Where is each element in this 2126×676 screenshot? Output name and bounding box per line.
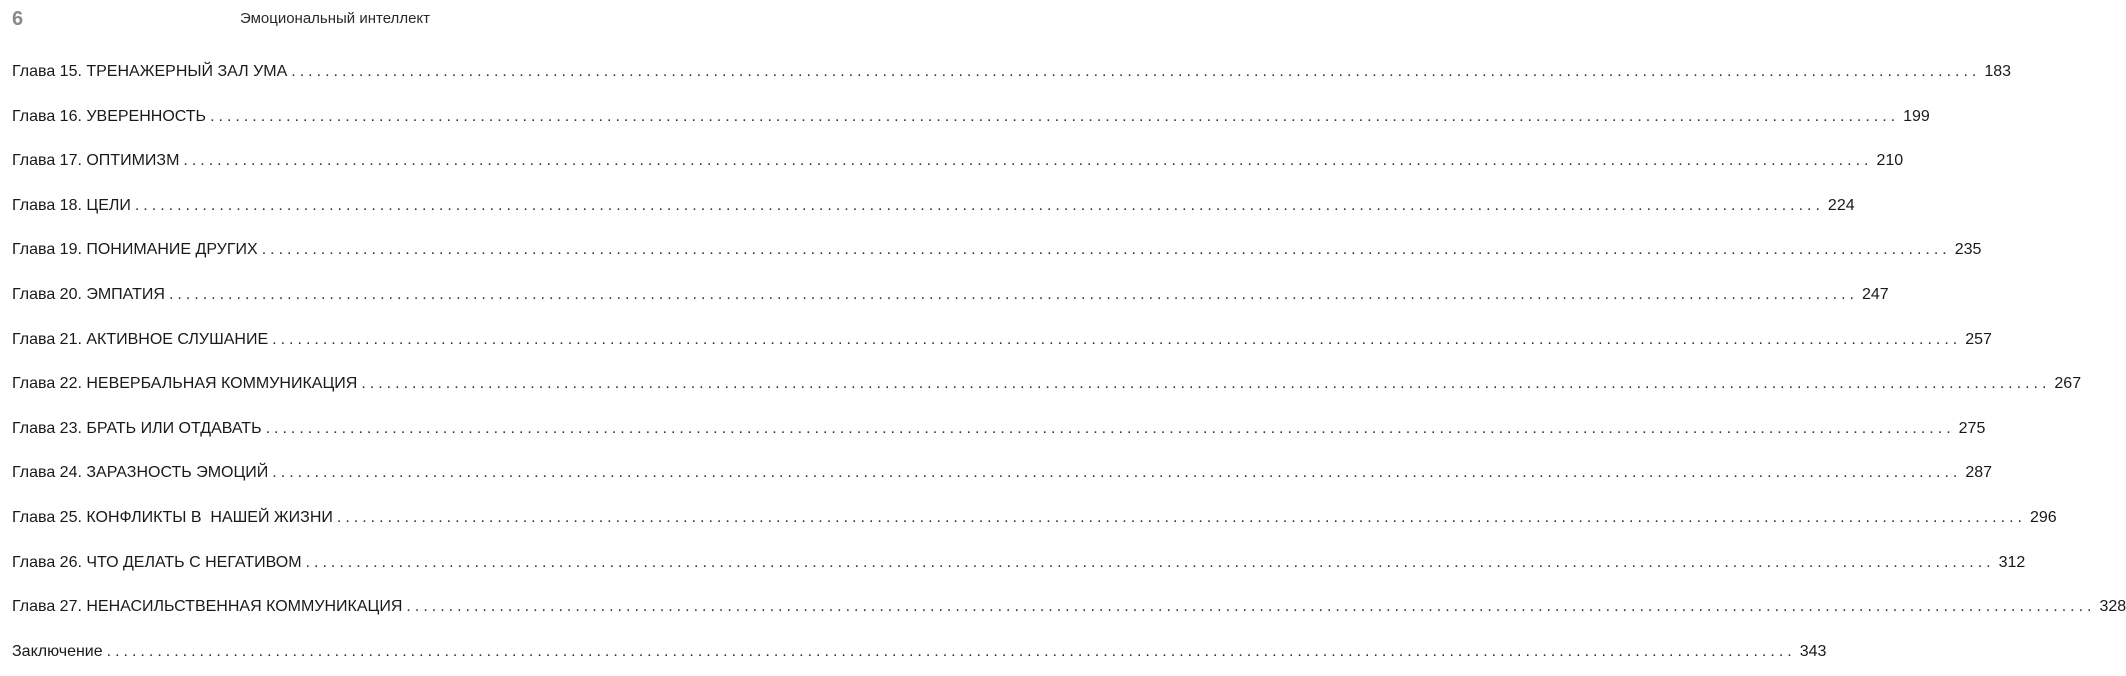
toc-leader-dots: ........................................................................................................................................................................................................ bbox=[272, 330, 1962, 348]
toc-entry-page: 296 bbox=[2029, 508, 2057, 526]
toc-leader-dots: ........................................................................................................................................................................................................ bbox=[183, 152, 1873, 170]
toc-entry-title: Глава 23. БРАТЬ ИЛИ ОТДАВАТЬ bbox=[12, 419, 262, 437]
toc-entry-title: Глава 20. ЭМПАТИЯ bbox=[12, 285, 165, 303]
toc-entry bbox=[12, 139, 1904, 184]
table-of-contents bbox=[12, 50, 2126, 674]
toc-leader-dots: ........................................................................................................................................................................................................ bbox=[134, 196, 1824, 214]
toc-leader-dots: ........................................................................................................................................................................................................ bbox=[168, 285, 1858, 303]
toc-entry bbox=[12, 407, 1986, 452]
toc-entry-page: 343 bbox=[1799, 642, 1827, 660]
toc-entry-title: Глава 21. АКТИВНОЕ СЛУШАНИЕ bbox=[12, 330, 269, 348]
toc-entry-page: 267 bbox=[2054, 375, 2082, 393]
toc-entry bbox=[12, 630, 1827, 675]
toc-entry-page: 247 bbox=[1862, 285, 1889, 303]
toc-entry bbox=[12, 273, 1889, 318]
toc-entry-page: 210 bbox=[1876, 152, 1904, 170]
running-header: Эмоциональный интеллект bbox=[239, 10, 431, 27]
toc-leader-dots: ........................................................................................................................................................................................................ bbox=[272, 464, 1962, 482]
toc-entry-title: Глава 27. НЕНАСИЛЬСТВЕННАЯ КОММУНИКАЦИЯ bbox=[12, 598, 403, 616]
toc-entry-page: 257 bbox=[1965, 330, 1992, 348]
toc-entry-title: Глава 19. ПОНИМАНИЕ ДРУГИХ bbox=[12, 241, 258, 259]
toc-entry bbox=[12, 318, 1992, 363]
toc-leader-dots: ........................................................................................................................................................................................................ bbox=[406, 598, 2096, 616]
toc-entry-title: Глава 18. ЦЕЛИ bbox=[12, 196, 131, 214]
toc-entry-page: 199 bbox=[1903, 107, 1930, 125]
toc-entry-page: 235 bbox=[1954, 241, 1982, 259]
toc-entry bbox=[12, 50, 2012, 95]
toc-leader-dots: ........................................................................................................................................................................................................ bbox=[265, 419, 1955, 437]
toc-leader-dots: ........................................................................................................................................................................................................ bbox=[336, 508, 2026, 526]
toc-entry-page: 224 bbox=[1827, 196, 1855, 214]
toc-entry-title: Глава 16. УВЕРЕННОСТЬ bbox=[12, 107, 207, 125]
toc-entry-page: 287 bbox=[1965, 464, 1993, 482]
toc-entry bbox=[12, 451, 1993, 496]
toc-leader-dots: ........................................................................................................................................................................................................ bbox=[305, 553, 1995, 571]
toc-leader-dots: ........................................................................................................................................................................................................ bbox=[210, 107, 1900, 125]
toc-leader-dots: ........................................................................................................................................................................................................ bbox=[106, 642, 1796, 660]
toc-entry-title: Глава 26. ЧТО ДЕЛАТЬ С НЕГАТИВОМ bbox=[12, 553, 302, 571]
toc-entry-page: 312 bbox=[1998, 553, 2026, 571]
toc-entry-title: Глава 15. ТРЕНАЖЕРНЫЙ ЗАЛ УМА bbox=[12, 63, 288, 80]
toc-entry bbox=[12, 585, 2126, 630]
toc-entry-page: 275 bbox=[1958, 419, 1986, 437]
toc-entry bbox=[12, 362, 2082, 407]
toc-entry bbox=[12, 228, 1982, 273]
page-number: 6 bbox=[12, 8, 24, 30]
toc-leader-dots: ........................................................................................................................................................................................................ bbox=[361, 375, 2051, 393]
toc-entry bbox=[12, 95, 1930, 140]
toc-entry-title: Заключение bbox=[12, 642, 103, 660]
toc-entry-page: 328 bbox=[2099, 598, 2126, 616]
toc-entry-title: Глава 24. ЗАРАЗНОСТЬ ЭМОЦИЙ bbox=[12, 464, 269, 482]
toc-entry-title: Глава 17. ОПТИМИЗМ bbox=[12, 152, 180, 170]
toc-entry-title: Глава 22. НЕВЕРБАЛЬНАЯ КОММУНИКАЦИЯ bbox=[12, 375, 358, 393]
toc-entry bbox=[12, 541, 2026, 586]
toc-leader-dots: ........................................................................................................................................................................................................ bbox=[261, 241, 1951, 259]
toc-entry-page: 183 bbox=[1984, 63, 2012, 80]
toc-entry bbox=[12, 496, 2057, 541]
toc-leader-dots: ........................................................................................................................................................................................................ bbox=[291, 63, 1981, 80]
toc-entry bbox=[12, 184, 1855, 229]
toc-entry-title: Глава 25. КОНФЛИКТЫ В НАШЕЙ ЖИЗНИ bbox=[12, 508, 333, 526]
